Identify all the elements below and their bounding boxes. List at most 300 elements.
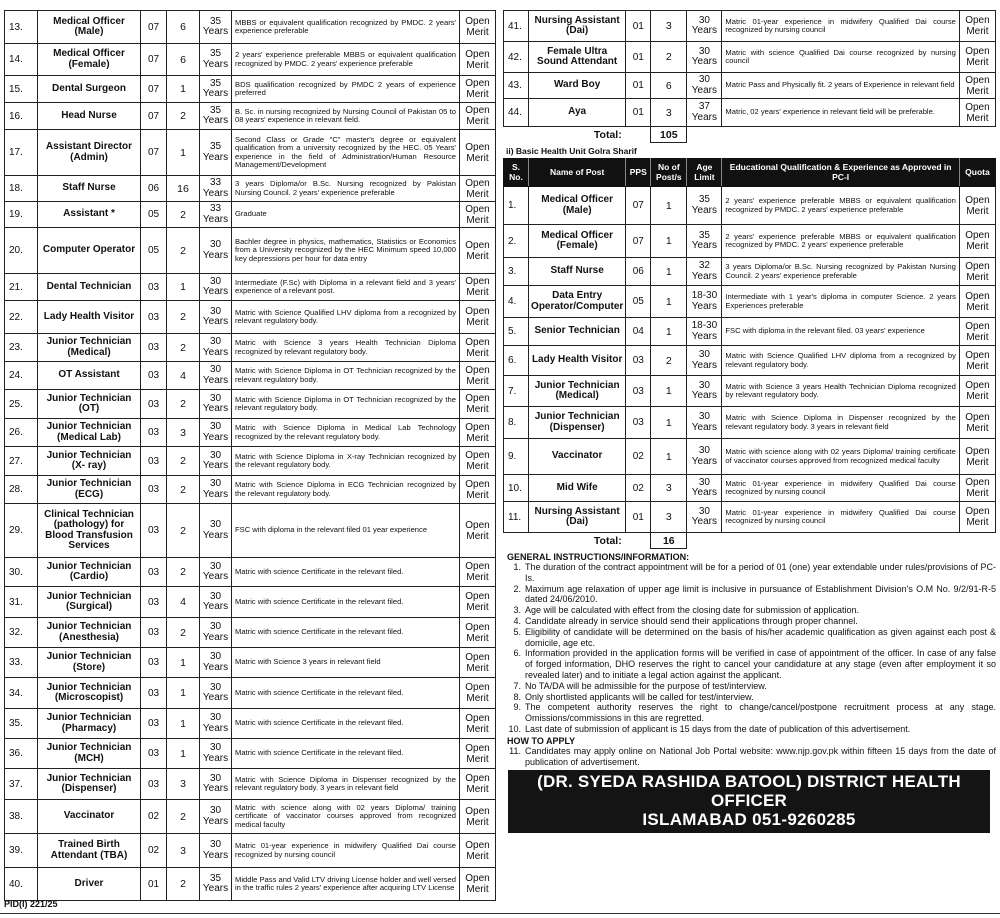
post-name: Nursing Assistant (Dai) [529, 502, 626, 533]
quota: Open Merit [460, 868, 496, 901]
table-row [5, 648, 496, 678]
office-location-phone: ISLAMABAD 051-9260285 [642, 809, 856, 829]
pay-scale: 03 [141, 587, 167, 618]
pay-scale: 03 [141, 334, 167, 362]
instruction-item [503, 605, 996, 616]
number-of-posts: 2 [651, 346, 687, 376]
item-number: 8. [513, 691, 521, 702]
quota: Open Merit [460, 558, 496, 587]
age-limit: 30 Years [687, 346, 722, 376]
serial-number: 17. [5, 130, 38, 176]
post-name: Staff Nurse [38, 176, 141, 202]
age-limit: 30 Years [200, 800, 232, 834]
age-limit: 30 Years [687, 475, 722, 502]
post-name: Junior Technician (Dispenser) [38, 769, 141, 800]
age-limit: 30 Years [200, 390, 232, 419]
table-row [504, 475, 996, 502]
pay-scale: 07 [626, 225, 651, 258]
pay-scale: 07 [141, 130, 167, 176]
total-row [504, 127, 996, 143]
qualification: Graduate [232, 202, 460, 228]
qualification: Matric with Science Diploma in Medical Lab Technology recognized by the relevant regulatory body. [232, 419, 460, 447]
number-of-posts: 3 [167, 834, 200, 868]
item-number: 10. [508, 723, 521, 734]
item-number: 1. [513, 562, 521, 572]
serial-number: 1. [504, 187, 529, 225]
quota: Open Merit [959, 187, 995, 225]
pay-scale: 01 [626, 502, 651, 533]
serial-number: 34. [5, 678, 38, 709]
quota: Open Merit [959, 286, 995, 318]
number-of-posts: 3 [651, 475, 687, 502]
serial-number: 24. [5, 362, 38, 390]
pay-scale: 03 [141, 419, 167, 447]
post-name: Computer Operator [38, 228, 141, 274]
qualification: 3 years Diploma/or B.Sc. Nursing recognized by Pakistan Nursing Council. 2 years' experience preferable [722, 258, 959, 286]
quota: Open Merit [460, 176, 496, 202]
post-name: Junior Technician (Medical Lab) [38, 419, 141, 447]
qualification: Matric with Science Diploma in Dispenser recognized by the relevant regulatory body. 3 years in relevant field [722, 407, 959, 439]
age-limit: 30 Years [200, 558, 232, 587]
pay-scale: 01 [626, 99, 651, 127]
qualification: Matric with science Certificate in the relevant filed. [232, 739, 460, 769]
age-limit: 30 Years [200, 504, 232, 558]
serial-number: 31. [5, 587, 38, 618]
pay-scale: 01 [626, 11, 651, 42]
quota: Open Merit [460, 834, 496, 868]
serial-number: 32. [5, 618, 38, 648]
table-row [5, 739, 496, 769]
quota: Open Merit [460, 504, 496, 558]
table-row [504, 439, 996, 475]
quota: Open Merit [959, 42, 995, 73]
quota: Open Merit [460, 678, 496, 709]
number-of-posts: 2 [167, 334, 200, 362]
qualification: Matric with science Certificate in the relevant filed. [232, 678, 460, 709]
serial-number: 28. [5, 476, 38, 504]
table-row [504, 73, 996, 99]
item-number: 6. [513, 648, 521, 659]
table-row [5, 587, 496, 618]
pay-scale: 03 [141, 504, 167, 558]
post-name: Junior Technician (MCH) [38, 739, 141, 769]
quota: Open Merit [959, 73, 995, 99]
item-text: Information provided in the application forms will be verified in case of appointment of the officer. In case of any false of forged information, DHO reserves the right to cancel your candidature at any stage (even after employment it so revealed later) and to initiate a legal action against the applicant. [525, 648, 996, 680]
pay-scale: 03 [141, 678, 167, 709]
item-number: 5. [513, 626, 521, 637]
age-limit: 33 Years [200, 202, 232, 228]
table-row [5, 274, 496, 301]
pay-scale: 03 [626, 407, 651, 439]
serial-number: 13. [5, 11, 38, 44]
serial-number: 27. [5, 447, 38, 476]
item-text: The competent authority reserves the right to change/cancel/postpone recruitment process at any stage. Omissions/commissions in this are regretted. [525, 702, 996, 724]
serial-number: 2. [504, 225, 529, 258]
serial-number: 23. [5, 334, 38, 362]
qualification: Matric 01-year experience in midwifery Qualified Dai course recognized by nursing council [722, 11, 959, 42]
post-name: Senior Technician [529, 318, 626, 346]
item-text: Candidates may apply online on National Job Portal website: www.njp.gov.pk within fifteen 15 days from the date of publication of advertisement. [525, 745, 996, 767]
serial-number: 19. [5, 202, 38, 228]
quota: Open Merit [959, 99, 995, 127]
qualification: Matric, 02 years' experience in relevant field will be preferable. [722, 99, 959, 127]
number-of-posts: 1 [167, 739, 200, 769]
qualification: BDS qualification recognized by PMDC 2 years of experience preferred [232, 76, 460, 103]
quota: Open Merit [959, 439, 995, 475]
age-limit: 30 Years [200, 419, 232, 447]
number-of-posts: 1 [651, 225, 687, 258]
table-row [504, 258, 996, 286]
table-row [504, 225, 996, 258]
instruction-item [503, 648, 996, 680]
pay-scale: 02 [141, 834, 167, 868]
serial-number: 5. [504, 318, 529, 346]
qualification: 2 years' experience preferable MBBS or equivalent qualification recognized by PMDC. 2 years' experience preferable [722, 187, 959, 225]
quota: Open Merit [460, 769, 496, 800]
publication-id: PID(I) 221/25 [4, 899, 58, 909]
pay-scale: 06 [141, 176, 167, 202]
qualification: MBBS or equivalent qualification recognized by PMDC. 2 years' experience preferable [232, 11, 460, 44]
quota: Open Merit [460, 274, 496, 301]
number-of-posts: 1 [167, 274, 200, 301]
age-limit: 35 Years [200, 868, 232, 901]
post-name: Data Entry Operator/Computer [529, 286, 626, 318]
table-row [5, 301, 496, 334]
age-limit: 30 Years [200, 362, 232, 390]
serial-number: 11. [504, 502, 529, 533]
number-of-posts: 2 [167, 447, 200, 476]
instruction-item [503, 584, 996, 606]
number-of-posts: 1 [651, 318, 687, 346]
item-text: The duration of the contract appointment will be for a period of 01 (one) year extendable under rules/provisions of PC-Is. [525, 562, 996, 583]
post-name: Dental Technician [38, 274, 141, 301]
serial-number: 38. [5, 800, 38, 834]
age-limit: 30 Years [687, 11, 722, 42]
item-number: 2. [513, 583, 521, 594]
number-of-posts: 2 [167, 504, 200, 558]
total-row [504, 533, 996, 549]
table-row [5, 176, 496, 202]
serial-number: 42. [504, 42, 529, 73]
number-of-posts: 1 [651, 439, 687, 475]
qualification: Matric Pass and Physically fit. 2 years of Experience in relevant field [722, 73, 959, 99]
quota: Open Merit [460, 11, 496, 44]
item-text: Age will be calculated with effect from the closing date for submission of application. [525, 605, 860, 616]
qualification: 2 years' experience preferable MBBS or equivalent qualification recognized by PMDC. 2 years' experience preferable [232, 44, 460, 76]
serial-number: 22. [5, 301, 38, 334]
number-of-posts: 1 [651, 376, 687, 407]
quota: Open Merit [460, 419, 496, 447]
age-limit: 35 Years [200, 130, 232, 176]
post-name: Dental Surgeon [38, 76, 141, 103]
table-row [5, 504, 496, 558]
age-limit: 30 Years [200, 587, 232, 618]
serial-number: 6. [504, 346, 529, 376]
quota: Open Merit [460, 228, 496, 274]
serial-number: 40. [5, 868, 38, 901]
item-text: Last date of submission of applicant is 15 days from the date of publication of this advertisement. [525, 723, 911, 734]
instruction-item [503, 616, 996, 627]
qualification: Matric 01-year experience in midwifery Qualified Dai course recognized by nursing council [722, 475, 959, 502]
number-of-posts: 3 [167, 419, 200, 447]
posts-table-part1 [4, 10, 496, 901]
item-text: Maximum age relaxation of upper age limit is inclusive in pursuance of Establishment Division's O.M No. 9/2/91-R-5 dated 24/06/2010. [525, 583, 996, 605]
table-row [504, 318, 996, 346]
item-number: 7. [513, 680, 521, 691]
number-of-posts: 3 [651, 11, 687, 42]
table-row [504, 42, 996, 73]
item-text: Only shortlisted applicants will be called for test/interview. [525, 691, 754, 702]
post-name: Medical Officer (Female) [38, 44, 141, 76]
post-name: Junior Technician (Pharmacy) [38, 709, 141, 739]
number-of-posts: 2 [167, 476, 200, 504]
header-quota: Quota [959, 159, 995, 187]
post-name: Vaccinator [529, 439, 626, 475]
table-row [504, 502, 996, 533]
age-limit: 30 Years [200, 301, 232, 334]
total-value: 105 [651, 127, 687, 143]
total-label: Total: [593, 534, 622, 547]
serial-number: 41. [504, 11, 529, 42]
number-of-posts: 2 [167, 800, 200, 834]
pay-scale: 03 [141, 618, 167, 648]
quota: Open Merit [460, 130, 496, 176]
post-name: Medical Officer (Male) [38, 11, 141, 44]
number-of-posts: 2 [167, 558, 200, 587]
qualification: Matric with Science 3 years in relevant field [232, 648, 460, 678]
number-of-posts: 2 [167, 301, 200, 334]
age-limit: 37 Years [687, 99, 722, 127]
pay-scale: 03 [141, 362, 167, 390]
qualification: Matric with Science 3 years Health Technician Diploma recognized by relevant regulatory body. [722, 376, 959, 407]
age-limit: 30 Years [687, 73, 722, 99]
quota: Open Merit [460, 103, 496, 130]
qualification: Matric with science Certificate in the relevant filed. [232, 618, 460, 648]
serial-number: 43. [504, 73, 529, 99]
table-row [5, 447, 496, 476]
qualification: Intermediate (F.Sc) with Diploma in a relevant field and 3 years' experience of a relevant post. [232, 274, 460, 301]
instruction-item [503, 681, 996, 692]
table-row [504, 187, 996, 225]
age-limit: 30 Years [687, 376, 722, 407]
pay-scale: 07 [141, 44, 167, 76]
pay-scale: 03 [141, 390, 167, 419]
number-of-posts: 1 [651, 187, 687, 225]
bottom-rule [0, 913, 1000, 914]
table-row [5, 868, 496, 901]
age-limit: 30 Years [687, 407, 722, 439]
qualification: Middle Pass and Valid LTV driving License holder and well versed in the traffic rules 2 years' experience after acquiring LTV License [232, 868, 460, 901]
quota: Open Merit [460, 476, 496, 504]
table-row [5, 228, 496, 274]
instructions-heading: GENERAL INSTRUCTIONS/INFORMATION: [507, 552, 690, 562]
instruction-item [503, 702, 996, 724]
quota: Open Merit [460, 390, 496, 419]
age-limit: 18-30 Years [687, 286, 722, 318]
post-name: Lady Health Visitor [529, 346, 626, 376]
signature-block [508, 770, 990, 833]
table-row [5, 103, 496, 130]
table-row [5, 709, 496, 739]
quota: Open Merit [460, 648, 496, 678]
number-of-posts: 4 [167, 587, 200, 618]
quota: Open Merit [460, 44, 496, 76]
qualification: Matric with science along with 02 years Diploma/ training certificate of vaccinator courses approved from recognized medical faculty [722, 439, 959, 475]
number-of-posts: 2 [167, 228, 200, 274]
pay-scale: 02 [141, 800, 167, 834]
age-limit: 30 Years [687, 502, 722, 533]
pay-scale: 03 [141, 769, 167, 800]
table-row [5, 130, 496, 176]
post-name: Junior Technician (Microscopist) [38, 678, 141, 709]
qualification: Matric with science Certificate in the relevant filed. [232, 587, 460, 618]
qualification: Matric with science Qualified Dai course recognized by nursing council [722, 42, 959, 73]
post-name: OT Assistant [38, 362, 141, 390]
number-of-posts: 6 [167, 11, 200, 44]
serial-number: 25. [5, 390, 38, 419]
age-limit: 35 Years [200, 44, 232, 76]
qualification: Matric with Science Diploma in ECG Technician recognized by the relevant regulatory body. [232, 476, 460, 504]
number-of-posts: 4 [167, 362, 200, 390]
instruction-item [503, 562, 996, 584]
table-row [5, 618, 496, 648]
table-row [504, 346, 996, 376]
serial-number: 16. [5, 103, 38, 130]
serial-number: 7. [504, 376, 529, 407]
pay-scale: 07 [141, 11, 167, 44]
serial-number: 3. [504, 258, 529, 286]
pay-scale: 03 [141, 739, 167, 769]
age-limit: 30 Years [687, 439, 722, 475]
instruction-item [503, 692, 996, 703]
total-label: Total: [593, 128, 622, 141]
serial-number: 4. [504, 286, 529, 318]
age-limit: 30 Years [200, 678, 232, 709]
bhu-posts-table [503, 158, 996, 549]
number-of-posts: 1 [651, 407, 687, 439]
quota: Open Merit [460, 739, 496, 769]
quota: Open Merit [959, 258, 995, 286]
pay-scale: 03 [626, 376, 651, 407]
post-name: Aya [529, 99, 626, 127]
pay-scale: 03 [141, 274, 167, 301]
officer-name-title: (DR. SYEDA RASHIDA BATOOL) DISTRICT HEALTH OFFICER [537, 772, 961, 811]
table-row [5, 11, 496, 44]
age-limit: 35 Years [200, 11, 232, 44]
post-name: Assistant Director (Admin) [38, 130, 141, 176]
pay-scale: 04 [626, 318, 651, 346]
serial-number: 29. [5, 504, 38, 558]
age-limit: 30 Years [200, 709, 232, 739]
quota: Open Merit [460, 587, 496, 618]
age-limit: 30 Years [200, 334, 232, 362]
pay-scale: 07 [141, 76, 167, 103]
post-name: Mid Wife [529, 475, 626, 502]
quota: Open Merit [959, 346, 995, 376]
post-name: Junior Technician (Store) [38, 648, 141, 678]
pay-scale: 01 [141, 868, 167, 901]
instructions-list [503, 562, 996, 735]
table-row [504, 286, 996, 318]
qualification: Bachler degree in physics, mathematics, Statistics or Economics from a University recognized by the HEC Minimum speed 10,000 key depressions per hour for data entry [232, 228, 460, 274]
item-number: 3. [513, 605, 521, 616]
pay-scale: 03 [626, 346, 651, 376]
age-limit: 35 Years [200, 103, 232, 130]
quota: Open Merit [959, 376, 995, 407]
serial-number: 15. [5, 76, 38, 103]
post-name: Staff Nurse [529, 258, 626, 286]
quota: Open Merit [959, 225, 995, 258]
serial-number: 14. [5, 44, 38, 76]
age-limit: 18-30 Years [687, 318, 722, 346]
post-name: Medical Officer (Female) [529, 225, 626, 258]
qualification: Matric 01-year experience in midwifery Qualified Dai course recognized by nursing council [232, 834, 460, 868]
qualification: Matric 01-year experience in midwifery Qualified Dai course recognized by nursing council [722, 502, 959, 533]
number-of-posts: 1 [167, 678, 200, 709]
number-of-posts: 1 [167, 76, 200, 103]
qualification: Matric with science Certificate in the relevant filed. [232, 709, 460, 739]
serial-number: 8. [504, 407, 529, 439]
item-number: 9. [513, 702, 521, 713]
quota: Open Merit [959, 407, 995, 439]
pay-scale: 03 [141, 476, 167, 504]
number-of-posts: 2 [167, 618, 200, 648]
pay-scale: 07 [141, 103, 167, 130]
post-name: Clinical Technician (pathology) for Blood Transfusion Services [38, 504, 141, 558]
header-qualification: Educational Qualification & Experience as Approved in PC-I [722, 159, 959, 187]
number-of-posts: 6 [167, 44, 200, 76]
age-limit: 30 Years [200, 769, 232, 800]
header-pps: PPS [626, 159, 651, 187]
quota: Open Merit [959, 502, 995, 533]
number-of-posts: 2 [167, 390, 200, 419]
serial-number: 30. [5, 558, 38, 587]
age-limit: 30 Years [200, 648, 232, 678]
header-age: Age Limit [687, 159, 722, 187]
table-header-row [504, 159, 996, 187]
table-row [5, 678, 496, 709]
age-limit: 35 Years [687, 187, 722, 225]
pay-scale: 03 [141, 447, 167, 476]
post-name: Junior Technician (Medical) [529, 376, 626, 407]
table-row [5, 44, 496, 76]
number-of-posts: 3 [651, 502, 687, 533]
pay-scale: 03 [141, 648, 167, 678]
item-number: 4. [513, 615, 521, 626]
table-row [5, 419, 496, 447]
serial-number: 18. [5, 176, 38, 202]
pay-scale: 03 [141, 558, 167, 587]
post-name: Trained Birth Attendant (TBA) [38, 834, 141, 868]
quota: Open Merit [460, 334, 496, 362]
table-row [5, 769, 496, 800]
number-of-posts: 16 [167, 176, 200, 202]
posts-table-part1-continued [503, 10, 996, 143]
post-name: Driver [38, 868, 141, 901]
qualification: Matric with Science Diploma in X-ray Technician recognized by the relevant regulatory body. [232, 447, 460, 476]
quota: Open Merit [460, 202, 496, 228]
post-name: Medical Officer (Male) [529, 187, 626, 225]
quota: Open Merit [460, 618, 496, 648]
age-limit: 30 Years [687, 42, 722, 73]
header-sn: S. No. [504, 159, 529, 187]
item-number: 11. [509, 745, 521, 756]
age-limit: 35 Years [687, 225, 722, 258]
post-name: Junior Technician (Dispenser) [529, 407, 626, 439]
qualification: Matric with science Certificate in the relevant filed. [232, 558, 460, 587]
serial-number: 10. [504, 475, 529, 502]
age-limit: 30 Years [200, 739, 232, 769]
